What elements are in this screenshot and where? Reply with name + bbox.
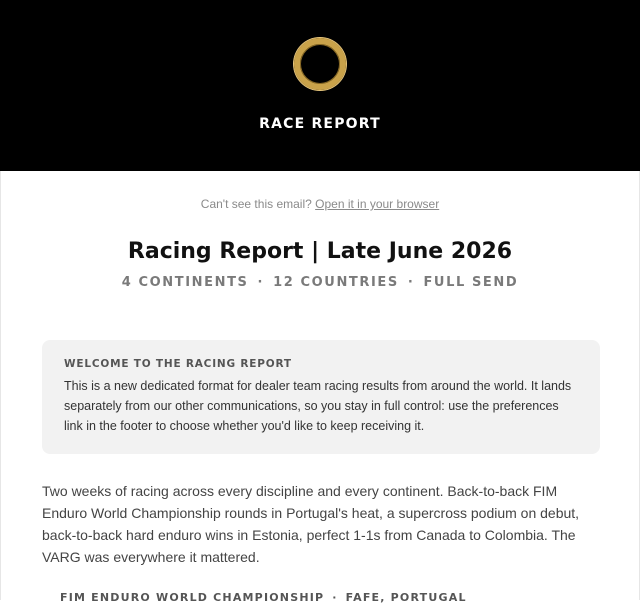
- welcome-heading: WELCOME TO THE RACING REPORT: [64, 358, 292, 370]
- section-series: FIM ENDURO WORLD CHAMPIONSHIP: [60, 591, 325, 604]
- welcome-body: This is a new dedicated format for dealer team racing results from around the world. It lands separately from our other communications, so you stay in full control: use the preferences link in the footer to choose whether you'd like to keep receiving it.: [64, 379, 572, 433]
- subtitle-continents: 4 CONTINENTS: [121, 275, 249, 290]
- separator-dot: ·: [257, 275, 265, 290]
- preheader-text: Can't see this email?: [200, 197, 312, 211]
- subtitle-countries: 12 COUNTRIES: [273, 275, 399, 290]
- subtitle-full-send: FULL SEND: [423, 275, 519, 290]
- email-body: [0, 171, 640, 604]
- section-label: [60, 591, 467, 604]
- section-location: FAFE, PORTUGAL: [345, 591, 467, 604]
- welcome-box: [42, 340, 600, 454]
- preheader: [1, 197, 639, 211]
- subtitle: [1, 275, 639, 290]
- brand-wordmark: RACE REPORT: [259, 116, 381, 132]
- separator-dot: ·: [332, 591, 338, 604]
- email-header: [0, 0, 640, 171]
- intro-paragraph: Two weeks of racing across every discipline and every continent. Back-to-back FIM Enduro World Championship rounds in Portugal's heat, a supercross podium on debut, back-to-back hard enduro wins in Estonia, perfect 1-1s from Canada to Colombia. The VARG was everywhere it mattered.: [42, 483, 580, 565]
- gold-ring-icon: [294, 38, 346, 90]
- page-title: Racing Report | Late June 2026: [127, 239, 513, 264]
- separator-dot: ·: [407, 275, 415, 290]
- open-in-browser-link[interactable]: Open it in your browser: [315, 197, 440, 211]
